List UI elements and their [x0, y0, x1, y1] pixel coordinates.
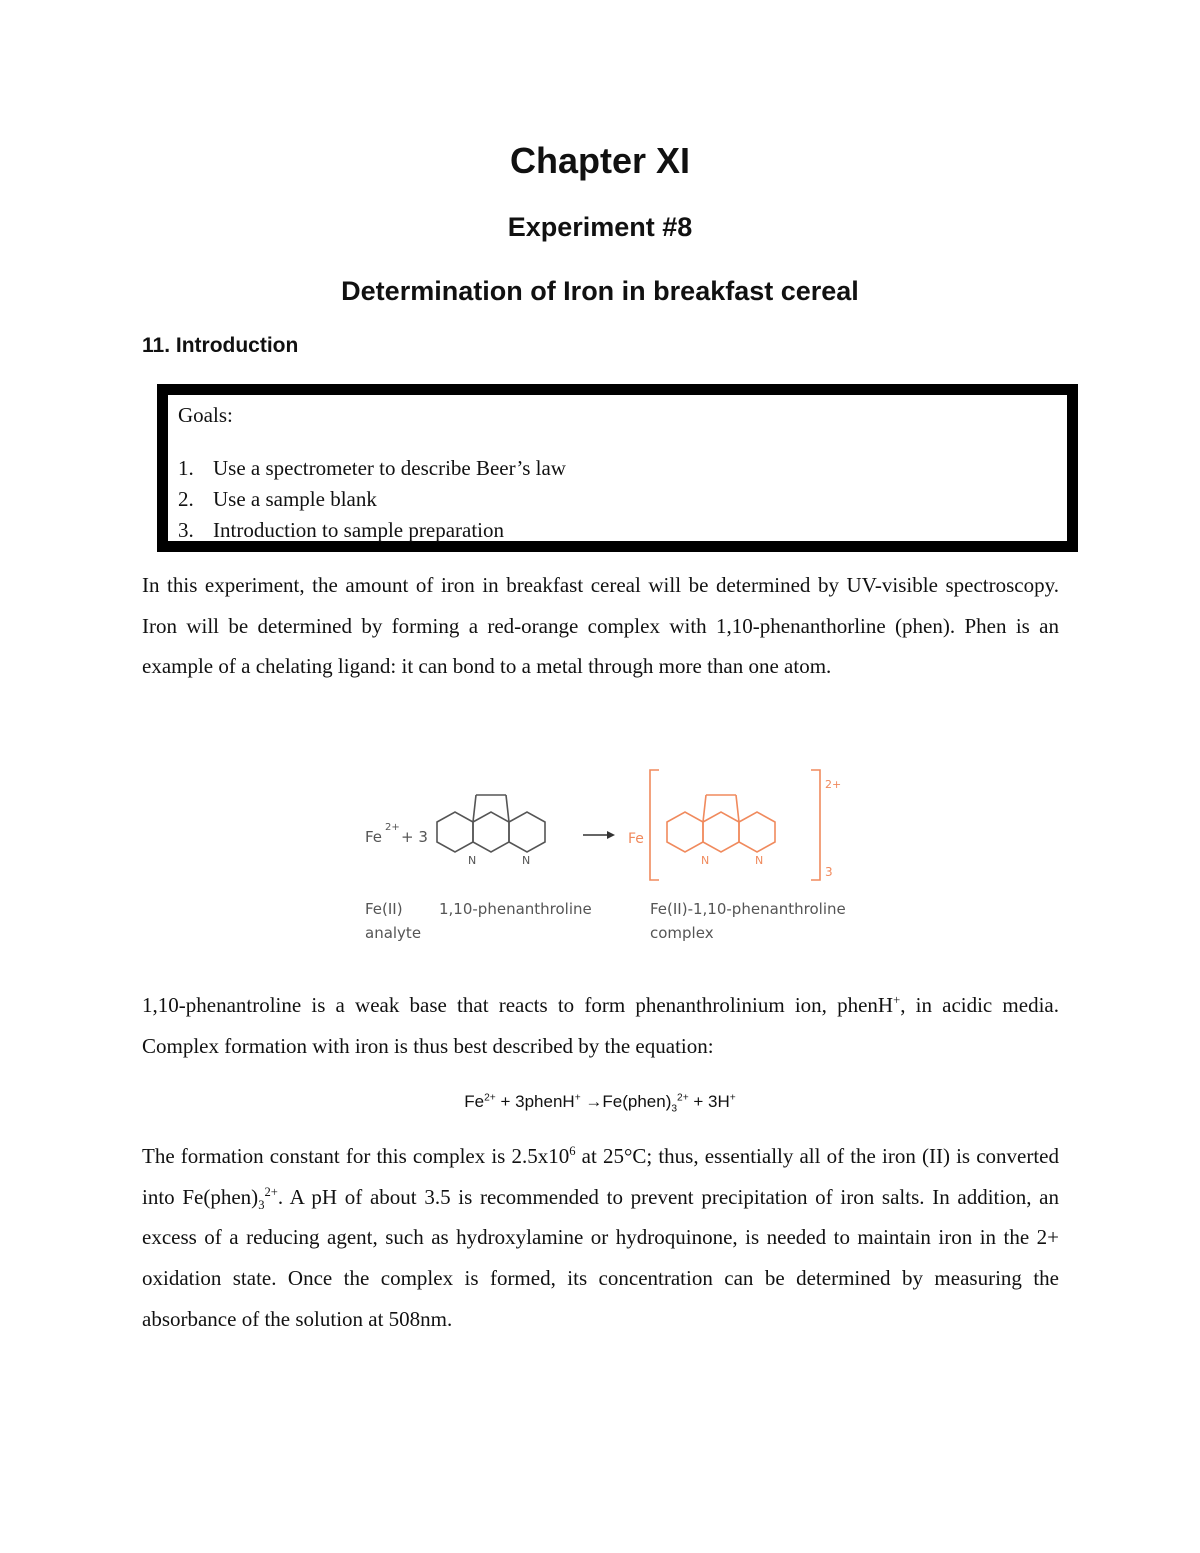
- phenanthroline-structure: [437, 795, 545, 852]
- superscript: +: [729, 1092, 736, 1104]
- subscript: 3: [258, 1197, 265, 1212]
- goal-number: 1.: [178, 456, 194, 480]
- goals-box: [157, 384, 1078, 552]
- goal-item: [178, 515, 566, 546]
- nitrogen-label: N: [701, 854, 710, 867]
- superscript: 6: [569, 1144, 576, 1158]
- fe-ii-label: Fe(II): [365, 900, 403, 918]
- complex-bracket-left: [650, 770, 659, 880]
- superscript: 2+: [264, 1184, 278, 1199]
- goal-text: Use a spectrometer to describe Beer’s law: [213, 456, 566, 480]
- plus-three: + 3: [401, 828, 428, 846]
- reaction-figure: [345, 752, 855, 964]
- section-heading: 11. Introduction: [142, 334, 299, 357]
- arrow-icon: →: [580, 1092, 603, 1111]
- analyte-label: analyte: [365, 924, 422, 942]
- paragraph-text: The formation constant for this complex is 2.5x10: [142, 1144, 570, 1168]
- paragraph-text: , in acidic media. Complex formation with iron is thus best described by the equation:: [142, 993, 1059, 1058]
- complex-equation: [0, 1092, 1200, 1115]
- complex-charge: 2+: [825, 778, 842, 791]
- goals-list: [178, 453, 566, 546]
- experiment-title: Experiment #8: [507, 212, 693, 242]
- superscript: 2+: [484, 1092, 496, 1104]
- goal-number: 3.: [178, 518, 194, 542]
- chapter-title: Chapter XI: [509, 140, 691, 181]
- paragraph-text: 1,10-phenantroline is a weak base that reacts to form phenanthrolinium ion, phenH: [142, 993, 894, 1017]
- reaction-arrow: [583, 831, 615, 839]
- superscript: 2+: [677, 1092, 689, 1104]
- goal-item: [178, 484, 566, 515]
- goals-box-inner: [166, 393, 1069, 543]
- fe-charge: 2+: [385, 822, 400, 833]
- complex-count: 3: [825, 865, 833, 879]
- fe-label: Fe: [365, 828, 383, 846]
- phenanthroline-label: 1,10-phenanthroline: [439, 900, 592, 918]
- nitrogen-label: N: [755, 854, 764, 867]
- formation-constant-paragraph: [142, 1136, 1059, 1340]
- goals-title: Goals:: [178, 403, 233, 427]
- equation-term: Fe(phen): [602, 1092, 672, 1111]
- nitrogen-label: N: [468, 854, 477, 867]
- complex-structure: [667, 795, 775, 852]
- goal-text: Use a sample blank: [213, 487, 377, 511]
- complex-fe-label: Fe: [628, 831, 644, 847]
- paragraph-text: at 25°C; thus, essentially all of the iron (II) is converted into Fe(phen): [142, 1144, 1059, 1209]
- nitrogen-label: N: [522, 854, 531, 867]
- equation-term: Fe: [464, 1092, 485, 1111]
- complex-label: Fe(II)-1,10-phenanthroline: [650, 900, 846, 918]
- paragraph-text: . A pH of about 3.5 is recommended to prevent precipitation of iron salts. In addition, an excess of a reducing agent, such as hydroxylamine or hydroquinone, is needed to maintain iron in the 2+ oxidation state. Once the complex is formed, its concentration can be determined by measuring the absorbance of the solution at 508nm.: [142, 1184, 1059, 1331]
- subscript: 3: [671, 1103, 678, 1115]
- superscript: +: [574, 1092, 581, 1104]
- intro-paragraph: In this experiment, the amount of iron in breakfast cereal will be determined by UV-visible spectroscopy. Iron will be determined by forming a red-orange complex with 1,10-phenanthorline (phen). Phen is an example of a chelating ligand: it can bond to a metal through more than one atom.: [142, 573, 1059, 679]
- goal-text: Introduction to sample preparation: [213, 518, 504, 542]
- document-title: Determination of Iron in breakfast cereal: [341, 276, 859, 306]
- phenanthroline-paragraph: [142, 985, 1059, 1066]
- equation-term: + 3H: [688, 1092, 730, 1111]
- complex-label-2: complex: [650, 924, 714, 942]
- goal-number: 2.: [178, 487, 194, 511]
- complex-bracket-right: [811, 770, 820, 880]
- superscript: +: [893, 993, 901, 1007]
- equation-term: + 3phenH: [495, 1092, 575, 1111]
- goal-item: [178, 453, 566, 484]
